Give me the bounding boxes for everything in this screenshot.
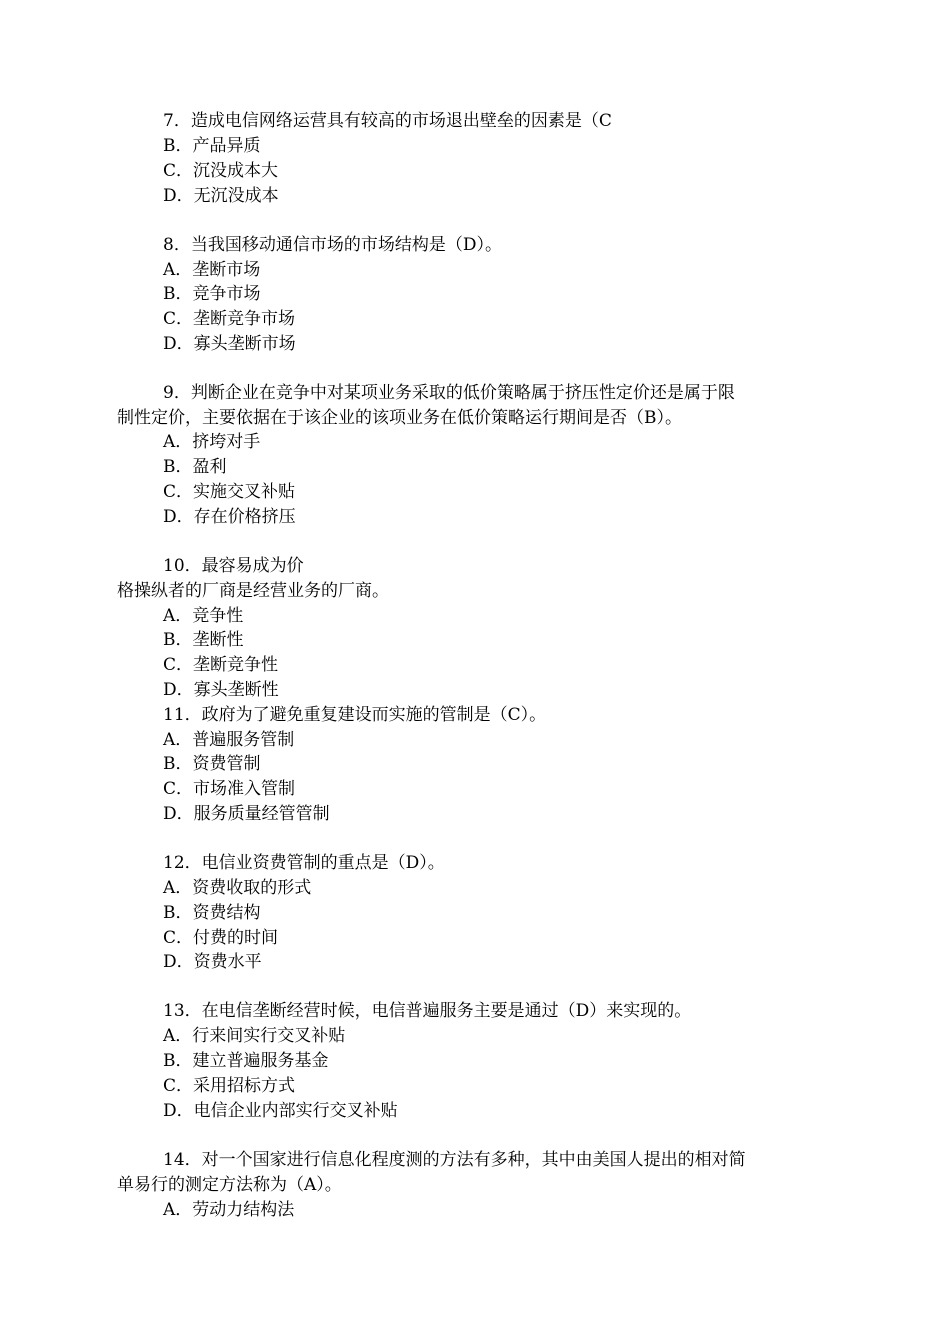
- question-9-option-a: A．挤垮对手: [163, 432, 261, 452]
- question-11-option-d: D．服务质量经管管制: [163, 804, 330, 824]
- question-10-option-a: A．竞争性: [163, 606, 244, 626]
- question-9-text-line-2: 制性定价，主要依据在于该企业的该项业务在低价策略运行期间是否（B）。: [117, 408, 682, 428]
- question-9-option-b: B．盈利: [163, 457, 227, 477]
- question-8-text: 8．当我国移动通信市场的市场结构是（D）。: [163, 235, 502, 255]
- question-12-option-a: A．资费收取的形式: [163, 878, 312, 898]
- question-8-option-c: C．垄断竞争市场: [163, 309, 296, 329]
- question-11-option-b: B．资费管制: [163, 754, 261, 774]
- question-12-option-d: D．资费水平: [163, 952, 262, 972]
- question-11-option-c: C．市场准入管制: [163, 779, 296, 799]
- question-14-text-line-2: 单易行的测定方法称为（A）。: [117, 1175, 342, 1195]
- question-13-option-c: C．采用招标方式: [163, 1076, 296, 1096]
- question-8-option-d: D．寡头垄断市场: [163, 334, 296, 354]
- question-13-option-a: A．行来间实行交叉补贴: [163, 1026, 346, 1046]
- question-12-option-c: C．付费的时间: [163, 928, 279, 948]
- question-7-option-d: D．无沉没成本: [163, 186, 279, 206]
- question-14-text-line-1: 14．对一个国家进行信息化程度测的方法有多种，其中由美国人提出的相对简: [163, 1150, 746, 1170]
- question-13-text: 13．在电信垄断经营时候，电信普遍服务主要是通过（D）来实现的。: [163, 1001, 692, 1021]
- question-11-option-a: A．普遍服务管制: [163, 730, 295, 750]
- question-10-option-b: B．垄断性: [163, 630, 244, 650]
- question-13-option-d: D．电信企业内部实行交叉补贴: [163, 1101, 398, 1121]
- question-7-option-b: B．产品异质: [163, 136, 261, 156]
- question-7-option-c: C．沉没成本大: [163, 161, 279, 181]
- question-8-option-b: B．竞争市场: [163, 284, 261, 304]
- question-10-text-line-1: 10．最容易成为价: [163, 556, 304, 576]
- question-7-text: 7．造成电信网络运营具有较高的市场退出壁垒的因素是（C: [163, 111, 612, 131]
- question-14-option-a: A．劳动力结构法: [163, 1200, 295, 1220]
- question-9-option-c: C．实施交叉补贴: [163, 482, 296, 502]
- question-11-text: 11．政府为了避免重复建设而实施的管制是（C）。: [163, 705, 547, 725]
- question-9-text-line-1: 9．判断企业在竞争中对某项业务采取的低价策略属于挤压性定价还是属于限: [163, 383, 735, 403]
- question-10-option-d: D．寡头垄断性: [163, 680, 279, 700]
- question-8-option-a: A．垄断市场: [163, 260, 261, 280]
- question-10-option-c: C．垄断竞争性: [163, 655, 279, 675]
- question-12-text: 12．电信业资费管制的重点是（D）。: [163, 853, 445, 873]
- question-12-option-b: B．资费结构: [163, 903, 261, 923]
- question-9-option-d: D．存在价格挤压: [163, 507, 296, 527]
- question-13-option-b: B．建立普遍服务基金: [163, 1051, 329, 1071]
- question-10-text-line-2: 格操纵者的厂商是经营业务的厂商。: [117, 581, 389, 601]
